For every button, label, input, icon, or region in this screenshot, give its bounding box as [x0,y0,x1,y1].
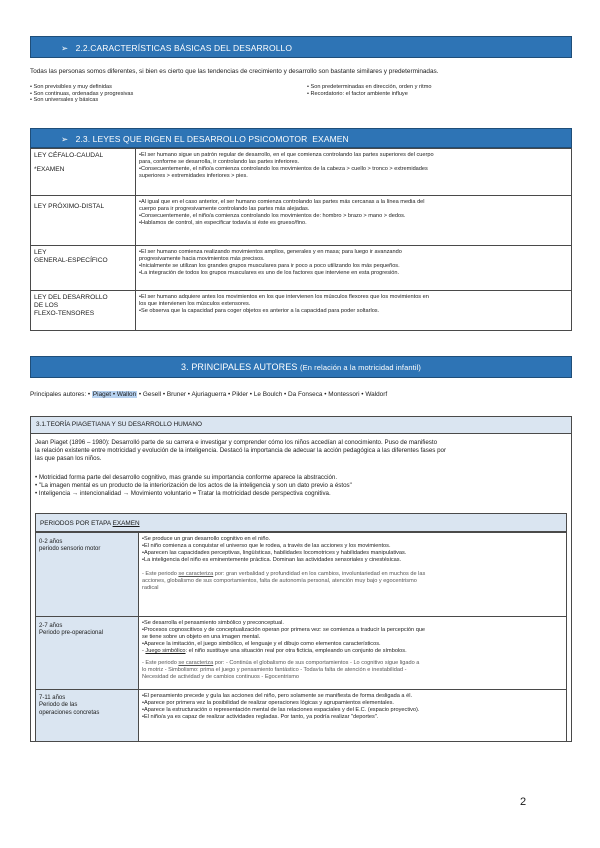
section-2-3-title: 2.3. LEYES QUE RIGEN EL DESARROLLO PSICOMOTOR [75,134,308,144]
stage-age: 2-7 años [39,623,63,629]
stage-row [36,617,567,690]
piaget-points [35,474,352,498]
laws-table [30,148,572,331]
bullet-item: • Son universales y básicas [30,97,99,104]
stage-age: 7-11 años [39,695,66,701]
bullet-item: • Son predeterminadas en dirección, orden y ritmo [307,84,432,90]
section-2-2-header: ➢ 2.2.CARACTERÍSTICAS BÁSICAS DEL DESARROLLO [30,36,572,58]
law-name: LEY PRÓXIMO-DISTAL [31,196,136,246]
section-3-1-title: 3.1.TEORÍA PIAGETIANA Y SU DESARROLLO HUMANO [36,421,202,428]
law-description: •El ser humano comienza realizando movimientos amplios, generales y en masa; para luego ir avanzando progresivamente hacia movimientos más precisos. •Inicialmente se utilizan los grandes grupos musculares para ir poco a poco utilizando los más pequeños. •La integración de todos los grupos musculares es uno de los factores que interviene en esta progresión. [136,246,572,291]
stage-description: •Se produce un gran desarrollo cognitivo en el niño. •El niño comienza a conquistar el universo que le rodea, a través de las acciones y los movimientos. •Aparecen las capacidades perceptivas, lingüísticas, habilidades locomotrices y habilidades manipulativas. •La inteligencia del niño es eminentemente práctica. Dominan las actividades sensoriales y cinestésicas. - Este periodo se caracteriza por: gran verbalidad y profundidad en los cambios, involuntariedad en muchos de las acciones, globalismo de sus comportamientos, falta de autonomía personal, atención muy bajo y egocentrismo radical [139,533,567,617]
exam-badge: EXAMEN [312,134,349,144]
bullet-item: • Son continuas, ordenadas y progresivas [30,90,134,97]
bullet-item: • Son previsibles y muy definidas [30,84,112,90]
section-2-2-title: 2.2.CARACTERÍSTICAS BÁSICAS DEL DESARROLLO [75,43,293,53]
periods-table [35,532,567,742]
periods-header: PERIODOS POR ETAPA EXAMEN [35,513,567,532]
law-name: LEY DEL DESARROLLO DE LOS FLEXO-TENSORES [31,291,136,331]
law-description: •Al igual que en el caso anterior, el ser humano comienza controlando las partes más cercanas a la línea media del cuerpo para ir progresivamente controlando las partes más alejadas. •Consecuentemente, el niño/a comienza controlando los movimientos de: hombro > brazo > mano > dedos. •Hablamos de control, sin especificar todavía si éste es grueso/fino. [136,196,572,246]
bullets-left [30,84,133,104]
law-row [31,291,572,331]
periods-exam-badge: EXAMEN [112,520,140,527]
authors-highlight: Piaget • Wallon [92,391,137,398]
authors-line: Principales autores: • Piaget • Wallon • Gesell • Bruner • Ajuriaguerra • Pikler • Le Boulch • Da Fonseca • Montessori • Waldorf [30,391,388,398]
stage-age: 0-2 años [39,539,63,545]
law-row [31,149,572,196]
bullet-item: • Recordatorio: el factor ambiente influye [307,90,408,97]
section-3-header [30,356,572,378]
point-item: • Motricidad forma parte del desarrollo cognitivo, mas grande su importancia conforme aparece la abstracción. [35,474,338,481]
stage-row [36,533,567,617]
stage-name: periodo sensorio motor [39,546,101,553]
stage-description: •Se desarrolla el pensamiento simbólico y preconceptual. •Procesos cognoscitivos y de conceptualización operan por primera vez: se comienza a traducir la percepción que se tiene sobre un objeto en una imagen mental. •Aparece la imitación, el juego simbólico, el lenguaje y el dibujo como elementos característicos. - Juego simbólico: el niño sustituye una situación real por otra ficticia, empleando un conjunto de símbolos. - Este periodo se caracteriza por: - Continúa el globalismo de sus comportamientos - Lo cognitivo sigue ligado a lo motriz - Simbolismo: prima el juego y pensamiento fantástico - Todavía falta de atención e inestabilidad - Necesidad de actividad y de cambios continuos - Egocentrismo [139,617,567,690]
stage-description: •El pensamiento precede y guía las acciones del niño, pero solamente se manifiesta de forma desligada a él. •Aparece por primera vez la posibilidad de realizar operaciones lógicas y agrupamientos elementales. •Aparece la estructuración o representación mental de las relaciones espaciales y del E.C. (espacio proyectivo). •El niño/a ya es capaz de realizar actividades regladas. Por tanto, ya podría realizar "deportes". [139,690,567,742]
section-2-3-header: ➢ 2.3. LEYES QUE RIGEN EL DESARROLLO PSICOMOTOR EXAMEN [30,128,572,148]
law-name: LEY GENERAL-ESPECÍFICO [31,246,136,291]
section-3-1-header [31,417,571,434]
piaget-paragraph: Jean Piaget (1896 – 1980): Desarrolló parte de su carrera e investigar y comprender cómo los niños accedían al conocimiento. Puso de manifiesto la relación existente entre motricidad y evolución de la inteligencia. Destacó la importancia de adecuar la acción pedagógica a las diferentes fases por las que pasan los niños. [35,439,447,462]
section-2-2-intro: Todas las personas somos diferentes, si bien es cierto que las tendencias de crecimiento y desarrollo son bastante similares y predeterminadas. [30,68,439,75]
section-3-subtitle: (En relación a la motricidad infantil) [300,363,421,372]
law-name: LEY CÉFALO-CAUDAL *EXAMEN [31,149,136,196]
stage-label [36,533,139,617]
section-3-title: 3. PRINCIPALES AUTORES [181,362,298,372]
exam-tag: *EXAMEN [34,166,65,173]
point-item: • Inteligencia → intencionalidad → Movimiento voluntario = Tratar la motricidad desde perspectiva cognitiva. [35,490,331,497]
law-row [31,196,572,246]
law-row [31,246,572,291]
point-item: • "La imagen mental es un producto de la interiorización de los actos de la inteligencia y son un dato previo a éstos" [35,482,352,489]
page-number: 2 [520,796,527,808]
stage-name: Periodo pre-operacional [39,630,104,637]
law-description: •El ser humano sigue un patrón regular de desarrollo, en el que comienza controlando las partes superiores del cuerpo para, conforme se desarrolla, ir controlando las partes inferiores. •Consecuentemente, el niño/a comienza controlando los movimientos de la cabeza > cuello > tronco > extremidades superiores > extremidades inferiores > pies. [136,149,572,196]
bullets-right [307,84,431,97]
stage-label: 7-11 años Periodo de las operaciones concretas [36,690,139,742]
stage-name: Periodo de las [39,702,78,709]
stage-label [36,617,139,690]
law-description: •El ser humano adquiere antes los movimientos en los que intervienen los músculos flexores que los movimientos en los que intervienen los músculos extensores. •Se observa que la capacidad para coger objetos es anterior a la capacidad para poder soltarlos. [136,291,572,331]
stage-row [36,690,567,742]
